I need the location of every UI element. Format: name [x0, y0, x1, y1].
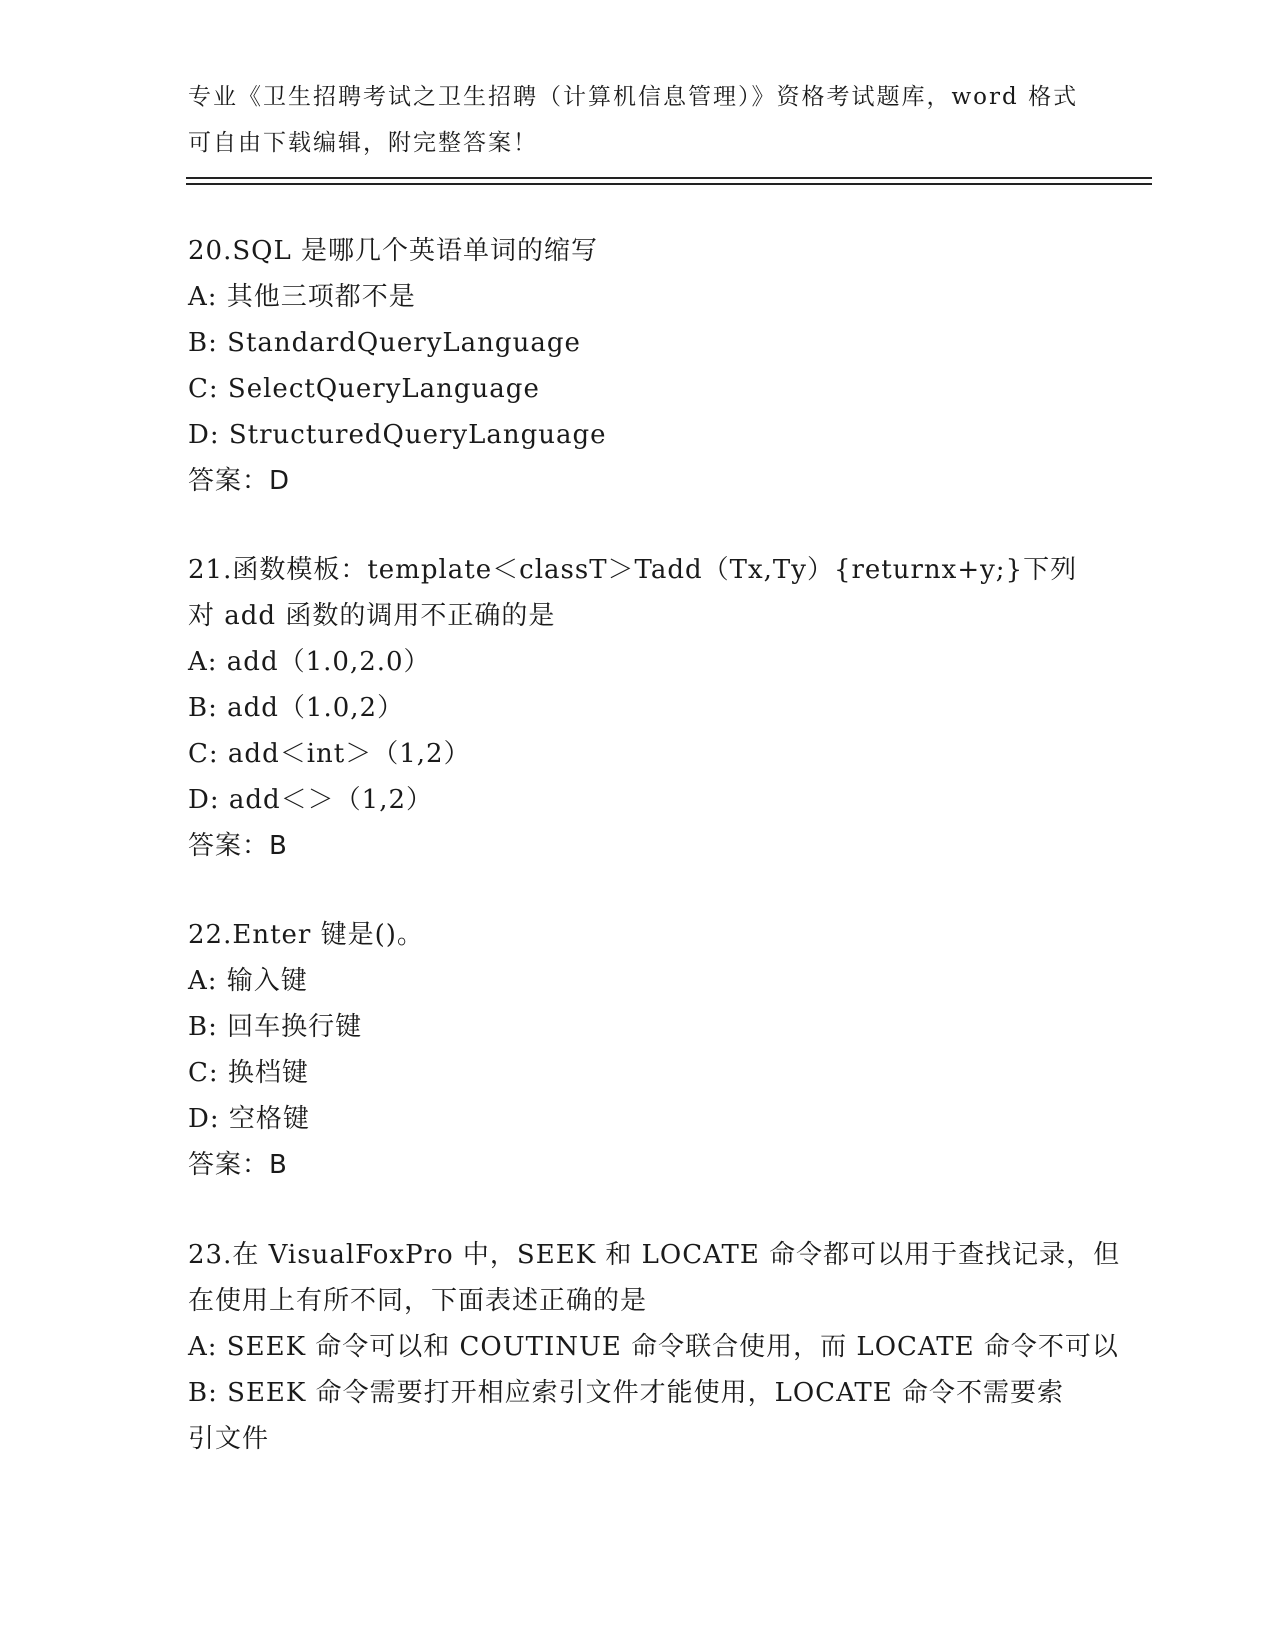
option-c: C: 换档键	[188, 1058, 309, 1088]
header-divider-bottom	[186, 183, 1152, 185]
option-a: A: 输入键	[188, 966, 308, 996]
question-23	[188, 1232, 1121, 1462]
option-a: A: SEEK 命令可以和 COUTINUE 命令联合使用，而 LOCATE 命令不可以	[188, 1332, 1119, 1362]
answer-label: 答案：D	[188, 466, 291, 496]
question-21	[188, 547, 1088, 869]
option-d: D: add＜＞（1,2）	[188, 785, 434, 815]
option-d: D: StructuredQueryLanguage	[188, 420, 607, 450]
option-a: A: add（1.0,2.0）	[188, 647, 431, 677]
question-stem-cont: 对 add 函数的调用不正确的是	[188, 601, 556, 631]
question-stem: 23.在 VisualFoxPro 中，SEEK 和 LOCATE 命令都可以用于查找记录，但	[188, 1240, 1121, 1270]
question-20	[188, 228, 1088, 504]
header-line-1: 专业《卫生招聘考试之卫生招聘（计算机信息管理）》资格考试题库，word 格式	[188, 84, 1079, 110]
question-stem: 20.SQL 是哪几个英语单词的缩写	[188, 236, 599, 266]
option-b: B: SEEK 命令需要打开相应索引文件才能使用，LOCATE 命令不需要索	[188, 1378, 1065, 1408]
header-line-2: 可自由下载编辑，附完整答案！	[188, 130, 538, 156]
option-d: D: 空格键	[188, 1104, 310, 1134]
answer-label: 答案：B	[188, 831, 288, 861]
option-a: A: 其他三项都不是	[188, 282, 416, 312]
question-stem: 21.函数模板：template＜classT＞Tadd（Tx,Ty）{returnx+y;}下列	[188, 555, 1078, 585]
answer-label: 答案：B	[188, 1150, 288, 1180]
option-b-cont: 引文件	[188, 1424, 270, 1454]
question-22	[188, 912, 1088, 1188]
question-stem-cont: 在使用上有所不同，下面表述正确的是	[188, 1286, 648, 1316]
option-b: B: 回车换行键	[188, 1012, 363, 1042]
option-c: C: add＜int＞（1,2）	[188, 739, 471, 769]
option-b: B: StandardQueryLanguage	[188, 328, 581, 358]
header-divider-top	[186, 177, 1152, 179]
question-stem: 22.Enter 键是()。	[188, 920, 424, 950]
option-b: B: add（1.0,2）	[188, 693, 405, 723]
document-header	[188, 74, 1088, 166]
option-c: C: SelectQueryLanguage	[188, 374, 540, 404]
